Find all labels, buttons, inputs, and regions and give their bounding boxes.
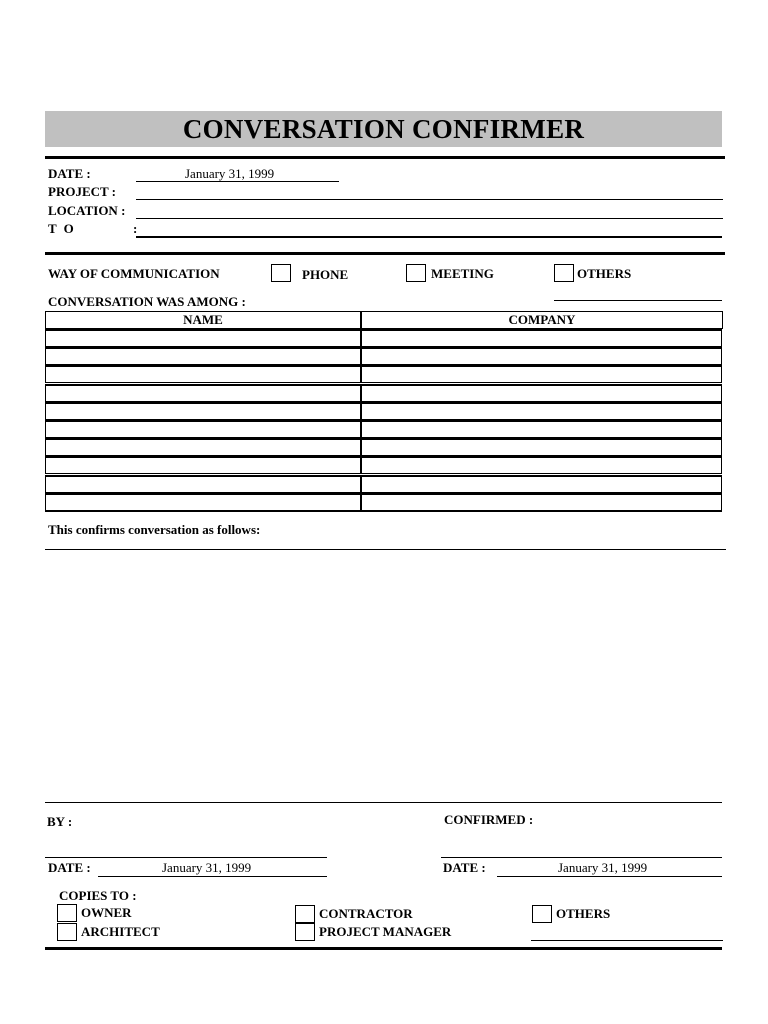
confirmed-label: CONFIRMED : (444, 812, 534, 827)
date-value[interactable]: January 31, 1999 (185, 166, 275, 181)
project-manager-checkbox[interactable] (295, 923, 315, 941)
left-date-label: DATE : (48, 860, 91, 875)
phone-checkbox[interactable] (271, 264, 291, 282)
confirms-label: This confirms conversation as follows: (48, 522, 261, 537)
name-cell[interactable] (45, 329, 361, 347)
meeting-option-label: MEETING (431, 266, 494, 281)
company-cell[interactable] (361, 329, 722, 347)
divider (45, 156, 725, 159)
right-date-label: DATE : (443, 860, 486, 875)
name-cell[interactable] (45, 402, 361, 420)
company-cell[interactable] (361, 493, 722, 511)
others-copy-checkbox[interactable] (532, 905, 552, 923)
others-checkbox[interactable] (554, 264, 574, 282)
copies-label: COPIES TO : (59, 888, 137, 903)
contractor-checkbox[interactable] (295, 905, 315, 923)
company-cell[interactable] (361, 438, 722, 456)
left-date-underline (98, 876, 327, 877)
footer-bottom-border (45, 947, 722, 950)
name-column-header: NAME (45, 311, 361, 329)
divider (45, 252, 725, 255)
company-cell[interactable] (361, 384, 722, 402)
notes-top-line (45, 549, 726, 550)
company-cell[interactable] (361, 475, 722, 493)
confirmed-signature-line[interactable] (441, 857, 722, 858)
project-field[interactable] (136, 199, 723, 200)
company-cell[interactable] (361, 456, 722, 474)
company-cell[interactable] (361, 365, 722, 383)
company-cell[interactable] (361, 420, 722, 438)
architect-checkbox[interactable] (57, 923, 77, 941)
contractor-label: CONTRACTOR (319, 906, 413, 921)
notes-bottom-line (45, 802, 722, 803)
name-cell[interactable] (45, 347, 361, 365)
table-bottom-border (45, 511, 722, 512)
owner-checkbox[interactable] (57, 904, 77, 922)
company-column-header: COMPANY (361, 311, 723, 329)
others-copy-label: OTHERS (556, 906, 611, 921)
name-cell[interactable] (45, 456, 361, 474)
location-field[interactable] (136, 218, 723, 219)
meeting-checkbox[interactable] (406, 264, 426, 282)
project-manager-label: PROJECT MANAGER (319, 924, 452, 939)
to-colon: : (133, 221, 138, 236)
company-cell[interactable] (361, 347, 722, 365)
others-specify-field[interactable] (554, 300, 722, 301)
name-cell[interactable] (45, 384, 361, 402)
to-field[interactable] (136, 236, 722, 238)
date-label: DATE : (48, 166, 91, 181)
architect-label: ARCHITECT (81, 924, 160, 939)
by-signature-line[interactable] (45, 857, 327, 858)
by-label: BY : (47, 814, 73, 829)
name-cell[interactable] (45, 475, 361, 493)
right-date-value[interactable]: January 31, 1999 (558, 860, 648, 875)
phone-option-label: PHONE (302, 267, 349, 282)
communication-label: WAY OF COMMUNICATION (48, 266, 220, 281)
others-copy-field[interactable] (531, 940, 723, 941)
name-cell[interactable] (45, 493, 361, 511)
location-label: LOCATION : (48, 203, 126, 218)
to-label: T O (48, 221, 76, 236)
title-bar (45, 111, 722, 147)
name-cell[interactable] (45, 420, 361, 438)
project-label: PROJECT : (48, 184, 117, 199)
company-cell[interactable] (361, 402, 722, 420)
notes-area[interactable] (45, 551, 722, 801)
left-date-value[interactable]: January 31, 1999 (162, 860, 252, 875)
name-cell[interactable] (45, 365, 361, 383)
others-option-label: OTHERS (577, 266, 632, 281)
among-label: CONVERSATION WAS AMONG : (48, 294, 246, 309)
owner-label: OWNER (81, 905, 132, 920)
page-title: CONVERSATION CONFIRMER (182, 113, 585, 144)
right-date-underline (497, 876, 722, 877)
name-cell[interactable] (45, 438, 361, 456)
date-underline (136, 181, 339, 182)
